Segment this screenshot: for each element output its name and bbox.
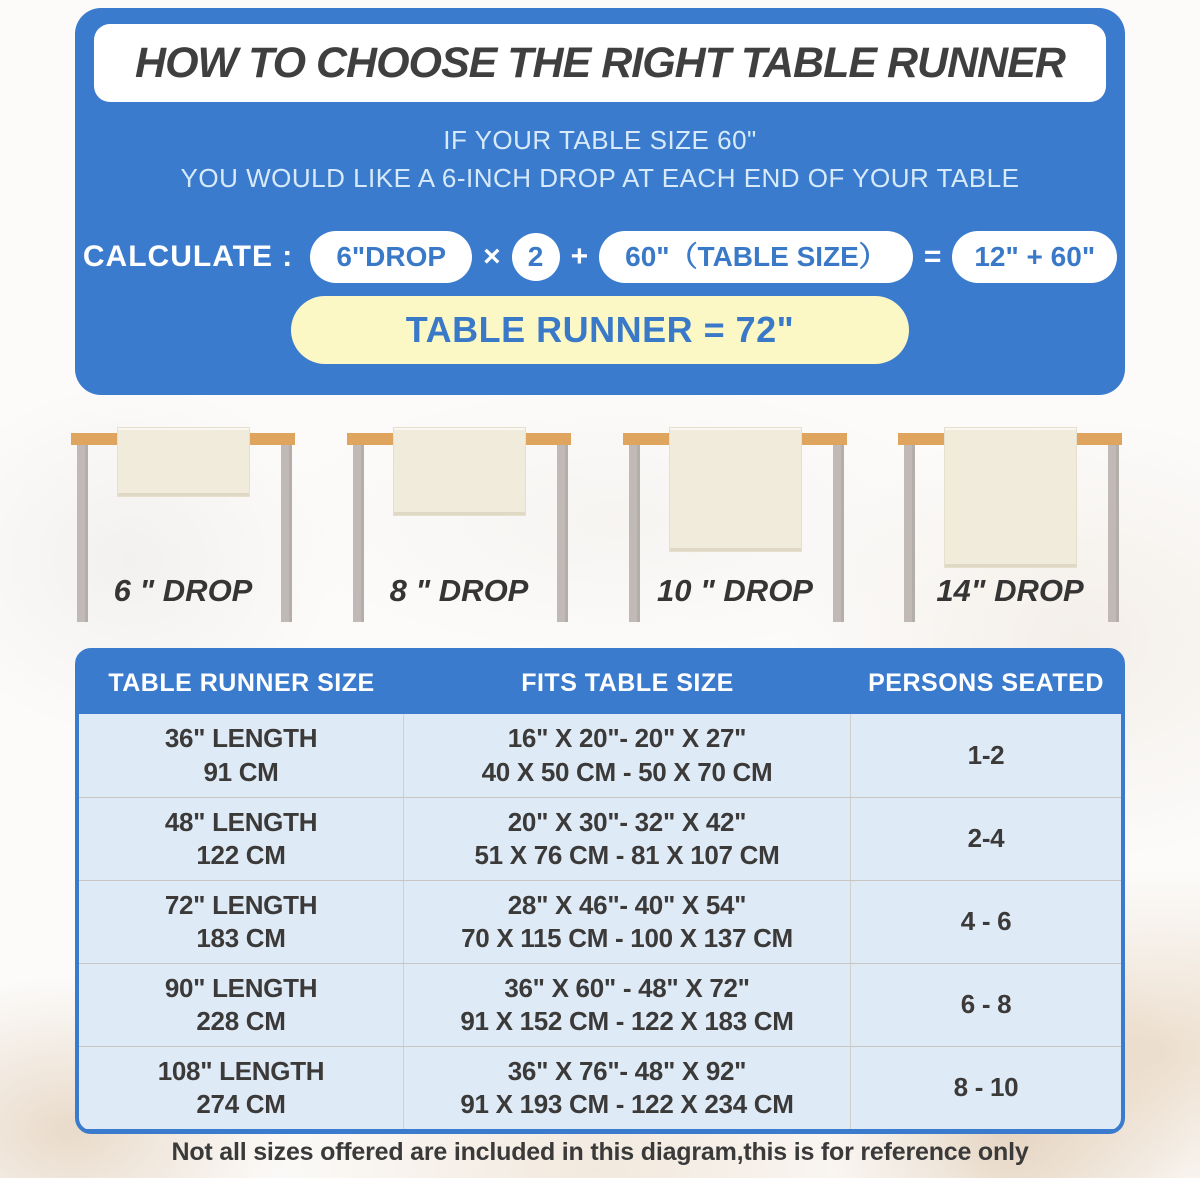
runner-size-cm: 228 CM [196,1006,286,1036]
fits-size-cm: 40 X 50 CM - 50 X 70 CM [481,756,773,787]
hero-panel [75,8,1125,395]
runner-size-cell [79,1047,404,1129]
fits-size-cm: 70 X 115 CM - 100 X 137 CM [461,923,793,953]
runner-size-cm: 274 CM [196,1089,286,1119]
sum-pill: 12" + 60" [952,231,1117,283]
drop-illustrations [0,425,1200,640]
drop-figure-14 [898,425,1122,625]
fits-size-inches: 36" X 60" - 48" X 72" [504,972,750,1003]
fits-size-cell [404,1047,851,1129]
fits-size-cm: 91 X 193 CM - 122 X 234 CM [460,1089,794,1119]
persons-cell [851,798,1121,880]
persons-value: 2-4 [967,823,1005,854]
column-header-runner-size: TABLE RUNNER SIZE [108,668,375,697]
table-size-pill: 60"（TABLE SIZE） [599,231,913,283]
drop-figure-8 [347,425,571,625]
fits-size-inches: 20" X 30"- 32" X 42" [507,806,747,837]
fits-size-cell [404,964,851,1046]
table-row [79,880,1121,963]
runner-size-inches: 36" LENGTH [164,723,318,754]
persons-cell [851,964,1121,1046]
calculation-row [75,229,1125,285]
fits-size-inches: 16" X 20"- 20" X 27" [507,723,747,754]
runner-size-cm: 183 CM [196,923,286,953]
multiply-sign: × [483,240,501,273]
size-chart [75,648,1125,1134]
persons-cell [851,714,1121,797]
intro-line-1: IF YOUR TABLE SIZE 60" [443,125,757,155]
plus-sign: + [570,240,589,273]
result-pill: TABLE RUNNER = 72" [291,296,909,364]
title-banner [94,24,1106,102]
table-row [79,797,1121,880]
runner-size-cell [79,714,404,797]
fits-size-cm: 91 X 152 CM - 122 X 183 CM [460,1006,794,1036]
fits-size-cm: 51 X 76 CM - 81 X 107 CM [474,840,780,870]
fits-size-cell [404,714,851,797]
runner-size-cell [79,964,404,1046]
runner-cloth [944,427,1077,568]
drop-label: 6 " DROP [113,573,253,608]
runner-size-cm: 91 CM [203,756,279,787]
drop-figure-6 [71,425,295,625]
persons-value: 4 - 6 [960,906,1012,937]
persons-cell [851,1047,1121,1129]
column-header-fits-size: FITS TABLE SIZE [521,668,734,697]
equals-sign: = [923,240,942,273]
runner-size-inches: 108" LENGTH [157,1055,325,1086]
size-chart-body [79,714,1121,1129]
runner-size-cell [79,798,404,880]
page-title: HOW TO CHOOSE THE RIGHT TABLE RUNNER [135,38,1065,87]
drop-label: 10 " DROP [657,573,813,608]
drop-pill: 6"DROP [310,231,472,283]
table-row [79,1046,1121,1129]
table-row [79,963,1121,1046]
calculate-label: CALCULATE : [82,240,294,273]
runner-cloth [669,427,802,552]
runner-size-inches: 48" LENGTH [164,806,318,837]
runner-size-inches: 72" LENGTH [164,889,318,920]
runner-size-cell [79,881,404,963]
drop-figure-10 [623,425,847,625]
table-row [79,714,1121,797]
runner-size-inches: 90" LENGTH [164,972,318,1003]
drop-label: 14" DROP [936,573,1084,608]
persons-value: 6 - 8 [960,989,1012,1020]
intro-line-2: YOU WOULD LIKE A 6-INCH DROP AT EACH END OF YOUR TABLE [180,163,1020,193]
drop-label: 8 " DROP [389,573,529,608]
fits-size-cell [404,798,851,880]
fits-size-inches: 28" X 46"- 40" X 54" [507,889,747,920]
two-pill: 2 [512,233,560,281]
runner-cloth [393,427,526,516]
size-chart-header [79,652,1121,714]
disclaimer-text: Not all sizes offered are included in this diagram,this is for reference only [171,1138,1029,1166]
runner-cloth [117,427,250,497]
runner-size-cm: 122 CM [196,840,286,870]
persons-value: 8 - 10 [953,1072,1019,1103]
persons-value: 1-2 [967,739,1005,770]
fits-size-cell [404,881,851,963]
fits-size-inches: 36" X 76"- 48" X 92" [507,1055,747,1086]
persons-cell [851,881,1121,963]
column-header-persons: PERSONS SEATED [868,668,1104,697]
